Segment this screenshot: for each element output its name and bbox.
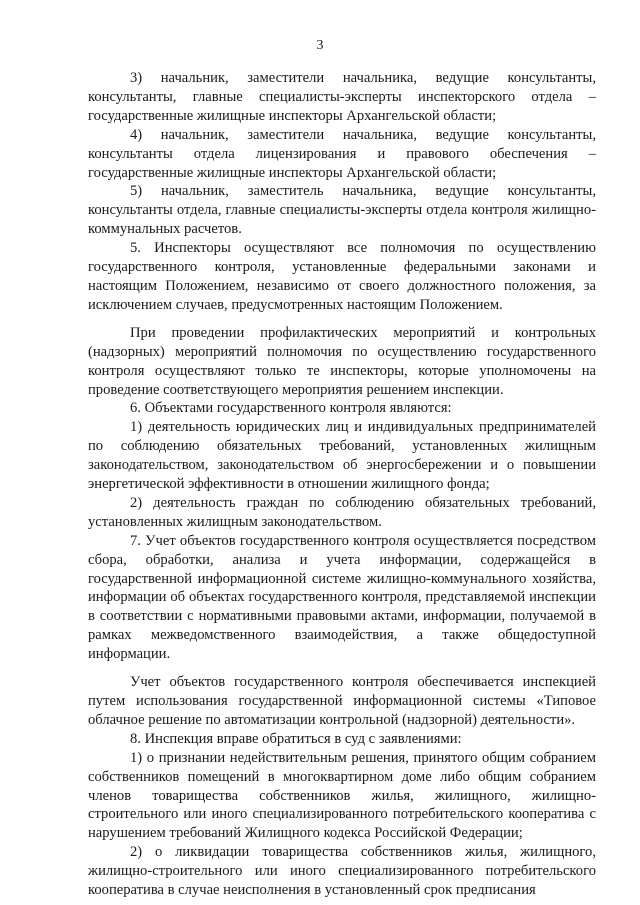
page-number: 3 xyxy=(316,38,324,53)
paragraph-clause-7-accounting: 7. Учет объектов государственного контроля осуществляется посредством сбора, обработки, анализа и учета информации, содержащейся в государственной информационной системе жилищно-коммунального хозяйства, информации об объектах государственного контроля, представляемой инспекции в соответствии с нормативными правовыми актами, информации, получаемой в рамках межведомственного взаимодействия, а также общедоступной информации. xyxy=(88,532,596,663)
paragraph-court-1-invalid-decision: 1) о признании недействительным решения, принятого общим собранием собственников помещений в многоквартирном доме либо общим собранием членов товарищества собственников жилья, жилищного, жилищно-строительного или иного специализированного потребительского кооператива с нарушением требований Жилищного кодекса Российской Федерации; xyxy=(88,749,596,842)
paragraph-item-3-head-positions: 3) начальник, заместители начальника, ведущие консультанты, консультанты, главные специалисты-эксперты инспекторского отдела – государственные жилищные инспекторы Архангельской области; xyxy=(88,70,596,124)
paragraph-object-1-legal-entities: 1) деятельность юридических лиц и индивидуальных предпринимателей по соблюдению обязательных требований, установленных жилищным законодательством, законодательством об энергосбережении и о повышении энергетической эффективности в отношении жилищного фонда; xyxy=(88,419,596,493)
paragraph-preventive-measures: При проведении профилактических мероприятий и контрольных (надзорных) мероприятий полномочия по осуществлению государственного контроля осуществляют только те инспекторы, которые уполномочены на проведение соответствующего мероприятия решением инспекции. xyxy=(88,324,596,398)
paragraph-item-4-licensing-dept: 4) начальник, заместители начальника, ведущие консультанты, консультанты отдела лицензирования и правового обеспечения – государственные жилищные инспекторы Архангельской области; xyxy=(88,126,596,181)
document-body xyxy=(88,69,596,900)
paragraph-clause-6-objects: 6. Объектами государственного контроля являются: xyxy=(130,400,452,417)
paragraph-object-2-citizens: 2) деятельность граждан по соблюдению обязательных требований, установленных жилищным законодательством. xyxy=(88,494,596,530)
paragraph-accounting-system: Учет объектов государственного контроля обеспечивается инспекцией путем использования государственной информационной системы «Типовое облачное решение по автоматизации контрольной (надзорной) деятельности». xyxy=(88,674,596,728)
paragraph-clause-8-court: 8. Инспекция вправе обратиться в суд с заявлениями: xyxy=(130,730,462,747)
paragraph-court-2-liquidation: 2) о ликвидации товарищества собственников жилья, жилищного, жилищно-строительного или иного специализированного потребительского кооператива в случае неисполнения в установленный срок предписания xyxy=(88,844,596,899)
paragraph-item-5-settlements-dept: 5) начальник, заместитель начальника, ведущие консультанты, консультанты отдела, главные специалисты-эксперты отдела контроля жилищно-коммунальных расчетов. xyxy=(88,183,596,238)
paragraph-clause-5-inspector-powers: 5. Инспекторы осуществляют все полномочия по осуществлению государственного контроля, установленные федеральными законами и настоящим Положением, независимо от своего должностного положения, за исключением случаев, предусмотренных настоящим Положением. xyxy=(88,240,596,313)
